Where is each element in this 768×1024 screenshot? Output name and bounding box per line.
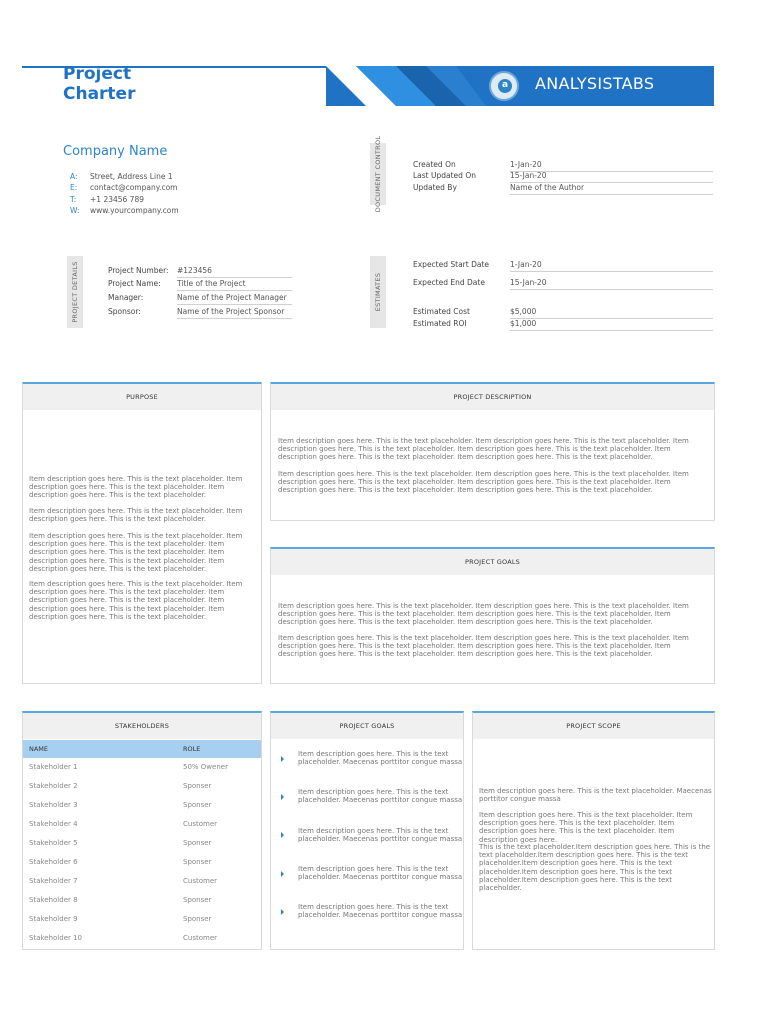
project-goals-panel <box>270 547 715 684</box>
project-details-tab <box>67 256 83 328</box>
stakeholders-heading: STAKEHOLDERS <box>23 713 261 739</box>
brand-name: ANALYSISTABS <box>535 74 655 93</box>
field-label: Expected End Date <box>413 278 485 287</box>
project-details-fields <box>108 266 298 322</box>
field-label: Project Number: <box>108 266 169 275</box>
page-title-line1: Project <box>63 64 132 84</box>
project-goals-list-heading: PROJECT GOALS <box>271 713 463 739</box>
purpose-paragraph: Item description goes here. This is the text placeholder. Item description goes here. This is the text placeholder. Item description goes here. This is the text placeholder. Item description goes here. This is the text placeholder. Item description goes here. This is the text placeholder. <box>29 580 243 621</box>
field-label: Updated By <box>413 183 457 192</box>
project-goals-paragraph: Item description goes here. This is the text placeholder. Item description goes here. This is the text placeholder. Item description goes here. This is the text placeholder. Item description goes here. This is the text placeholder. Item description goes here. This is the text placeholder. Item description goes here. This is the text placeholder. <box>278 634 689 659</box>
stakeholder-name: Stakeholder 10 <box>29 934 83 942</box>
contact-value: www.yourcompany.com <box>90 206 179 215</box>
field-value: Name of the Author <box>510 183 713 195</box>
list-item: Item description goes here. This is the text placeholder. Maecenas porttitor congue massa <box>298 865 463 882</box>
field-label: Estimated ROI <box>413 319 467 328</box>
field-value: Title of the Project <box>177 279 292 291</box>
brand-banner <box>326 66 714 106</box>
brand-logo-icon <box>489 71 519 101</box>
table-row <box>23 777 261 796</box>
table-row <box>23 872 261 891</box>
stakeholder-name: Stakeholder 3 <box>29 801 78 809</box>
project-goals-paragraph: Item description goes here. This is the text placeholder. Item description goes here. This is the text placeholder. Item description goes here. This is the text placeholder. Item description goes here. This is the text placeholder. Item description goes here. This is the text placeholder. Item description goes here. This is the text placeholder. <box>278 602 689 627</box>
stakeholder-name: Stakeholder 5 <box>29 839 78 847</box>
field-label: Estimated Cost <box>413 307 470 316</box>
field-label: Manager: <box>108 293 144 302</box>
banner-shapes <box>326 66 714 106</box>
company-name: Company Name <box>63 144 168 159</box>
project-scope-paragraph: Item description goes here. This is the text placeholder. Item description goes here. This is the text placeholder. Item description goes here. This is the text placeholder. Item description goes here. <box>479 811 693 844</box>
field-label: Last Updated On <box>413 171 476 180</box>
contact-value: +1 23456 789 <box>90 195 144 204</box>
field-value: 15-Jan-20 <box>510 171 713 183</box>
table-row <box>23 891 261 910</box>
bullet-icon <box>281 832 284 838</box>
field-value: Name of the Project Manager <box>177 293 292 305</box>
document-control-fields <box>413 160 713 200</box>
table-row <box>23 758 261 777</box>
purpose-heading: PURPOSE <box>23 384 261 410</box>
project-description-paragraph: Item description goes here. This is the text placeholder. Item description goes here. This is the text placeholder. Item description goes here. This is the text placeholder. Item description goes here. This is the text placeholder. Item description goes here. This is the text placeholder. Item description goes here. This is the text placeholder. <box>278 437 689 462</box>
stakeholder-name: Stakeholder 9 <box>29 915 78 923</box>
contact-key: A: <box>70 172 78 181</box>
stakeholder-name: Stakeholder 8 <box>29 896 78 904</box>
page-title <box>63 64 183 104</box>
bullet-icon <box>281 756 284 762</box>
page-title-line2: Charter <box>63 84 136 104</box>
column-header-name: NAME <box>29 745 49 753</box>
table-row <box>23 815 261 834</box>
field-value: $1,000 <box>510 319 713 331</box>
table-row <box>23 929 261 948</box>
project-goals-list-panel <box>270 711 464 950</box>
field-value: 1-Jan-20 <box>510 260 713 272</box>
table-row <box>23 910 261 929</box>
purpose-paragraph: Item description goes here. This is the text placeholder. Item description goes here. This is the text placeholder. Item description goes here. This is the text placeholder. <box>29 475 243 500</box>
project-description-paragraph: Item description goes here. This is the text placeholder. Item description goes here. This is the text placeholder. Item description goes here. This is the text placeholder. Item description goes here. This is the text placeholder. Item description goes here. This is the text placeholder. Item description goes here. This is the text placeholder. <box>278 470 689 495</box>
stakeholder-role: Sponser <box>183 896 212 904</box>
purpose-paragraph: Item description goes here. This is the text placeholder. Item description goes here. This is the text placeholder. Item description goes here. This is the text placeholder. Item description goes here. This is the text placeholder. Item description goes here. This is the text placeholder. <box>29 532 243 573</box>
project-scope-paragraph: This is the text placeholder.Item description goes here. This is the text placeholder.Item description goes here. This is the text placeholder.Item description goes here. This is the text placeholder.Item description goes here. This is the text placeholder.Item description goes here. This is the text placeholder. <box>479 843 711 893</box>
bullet-icon <box>281 909 284 915</box>
list-item: Item description goes here. This is the text placeholder. Maecenas porttitor congue massa <box>298 903 463 920</box>
estimates-fields <box>413 260 713 330</box>
stakeholder-name: Stakeholder 7 <box>29 877 78 885</box>
project-description-panel <box>270 382 715 521</box>
stakeholder-name: Stakeholder 2 <box>29 782 78 790</box>
field-label: Project Name: <box>108 279 161 288</box>
document-control-tab <box>370 135 386 213</box>
list-item: Item description goes here. This is the text placeholder. Maecenas porttitor congue massa <box>298 750 463 767</box>
table-row <box>23 834 261 853</box>
list-item: Item description goes here. This is the text placeholder. Maecenas porttitor congue massa <box>298 827 463 844</box>
stakeholder-role: Customer <box>183 820 218 828</box>
contact-key: T: <box>70 195 77 204</box>
stakeholder-role: Customer <box>183 877 218 885</box>
stakeholder-role: Sponser <box>183 915 212 923</box>
stakeholder-role: Sponser <box>183 782 212 790</box>
stakeholder-role: Sponser <box>183 839 212 847</box>
project-scope-heading: PROJECT SCOPE <box>473 713 714 739</box>
brand-logo-letter: a <box>498 79 512 93</box>
stakeholder-role: 50% Owener <box>183 763 228 771</box>
project-details-tab-label: PROJECT DETAILS <box>71 261 79 323</box>
field-value: $5,000 <box>510 307 713 319</box>
contact-key: W: <box>70 206 80 215</box>
contact-value: Street, Address Line 1 <box>90 172 173 181</box>
bullet-icon <box>281 794 284 800</box>
list-item: Item description goes here. This is the text placeholder. Maecenas porttitor congue massa <box>298 788 463 805</box>
field-label: Sponsor: <box>108 307 141 316</box>
stakeholder-role: Sponser <box>183 858 212 866</box>
stakeholder-role: Customer <box>183 934 218 942</box>
document-control-tab-label: DOCUMENT CONTROL <box>374 135 382 213</box>
table-row <box>23 796 261 815</box>
purpose-panel <box>22 382 262 684</box>
stakeholder-name: Stakeholder 4 <box>29 820 78 828</box>
purpose-paragraph: Item description goes here. This is the text placeholder. Item description goes here. This is the text placeholder. <box>29 507 243 524</box>
contact-value: contact@company.com <box>90 183 178 192</box>
field-label: Created On <box>413 160 456 169</box>
field-value: Name of the Project Sponsor <box>177 307 292 319</box>
stakeholder-name: Stakeholder 1 <box>29 763 78 771</box>
project-scope-panel <box>472 711 715 950</box>
stakeholder-name: Stakeholder 6 <box>29 858 78 866</box>
column-header-role: ROLE <box>183 745 201 753</box>
project-scope-paragraph: Item description goes here. This is the text placeholder. Maecenas porttitor congue massa <box>479 787 712 804</box>
contact-key: E: <box>70 183 78 192</box>
table-row <box>23 853 261 872</box>
project-goals-heading: PROJECT GOALS <box>271 549 714 575</box>
stakeholders-table-header <box>23 740 261 758</box>
project-description-heading: PROJECT DESCRIPTION <box>271 384 714 410</box>
stakeholder-role: Sponser <box>183 801 212 809</box>
field-value: 1-Jan-20 <box>510 160 713 172</box>
estimates-tab <box>370 256 386 328</box>
field-label: Expected Start Date <box>413 260 490 269</box>
field-value: 15-Jan-20 <box>510 278 713 290</box>
estimates-tab-label: ESTIMATES <box>374 272 382 312</box>
bullet-icon <box>281 871 284 877</box>
field-value: #123456 <box>177 266 292 278</box>
